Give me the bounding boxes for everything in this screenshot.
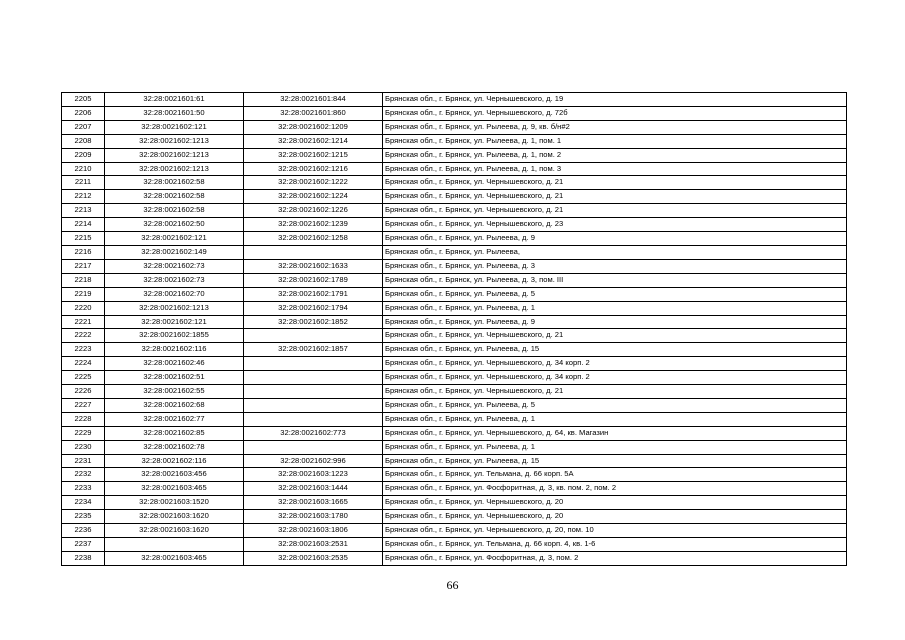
row-number-cell: 2218 <box>62 273 105 287</box>
land-plot-cadastral-number-cell: 32:28:0021602:116 <box>105 343 244 357</box>
land-plot-cadastral-number-cell: 32:28:0021602:55 <box>105 385 244 399</box>
row-number-cell: 2207 <box>62 120 105 134</box>
table-row <box>62 232 847 246</box>
address-cell: Брянская обл., г. Брянск, ул. Чернышевского, д. 21 <box>383 204 847 218</box>
table-row <box>62 259 847 273</box>
table-row <box>62 426 847 440</box>
land-plot-cadastral-number-cell: 32:28:0021602:85 <box>105 426 244 440</box>
address-cell: Брянская обл., г. Брянск, ул. Чернышевского, д. 19 <box>383 93 847 107</box>
row-number-cell: 2222 <box>62 329 105 343</box>
land-plot-cadastral-number-cell: 32:28:0021602:70 <box>105 287 244 301</box>
building-cadastral-number-cell: 32:28:0021602:1852 <box>244 315 383 329</box>
building-cadastral-number-cell <box>244 398 383 412</box>
table-row <box>62 134 847 148</box>
address-cell: Брянская обл., г. Брянск, ул. Чернышевского, д. 64, кв. Магазин <box>383 426 847 440</box>
address-cell: Брянская обл., г. Брянск, ул. Рылеева, д. 1, пом. 1 <box>383 134 847 148</box>
row-number-cell: 2211 <box>62 176 105 190</box>
table-row <box>62 482 847 496</box>
building-cadastral-number-cell: 32:28:0021603:1665 <box>244 496 383 510</box>
address-cell: Брянская обл., г. Брянск, ул. Рылеева, <box>383 245 847 259</box>
row-number-cell: 2231 <box>62 454 105 468</box>
row-number-cell: 2224 <box>62 357 105 371</box>
land-plot-cadastral-number-cell: 32:28:0021601:61 <box>105 93 244 107</box>
building-cadastral-number-cell: 32:28:0021601:860 <box>244 106 383 120</box>
land-plot-cadastral-number-cell: 32:28:0021602:116 <box>105 454 244 468</box>
building-cadastral-number-cell <box>244 371 383 385</box>
building-cadastral-number-cell: 32:28:0021602:1209 <box>244 120 383 134</box>
address-cell: Брянская обл., г. Брянск, ул. Рылеева, д. 1 <box>383 412 847 426</box>
building-cadastral-number-cell: 32:28:0021603:1806 <box>244 524 383 538</box>
row-number-cell: 2232 <box>62 468 105 482</box>
table-row <box>62 176 847 190</box>
land-plot-cadastral-number-cell: 32:28:0021602:58 <box>105 204 244 218</box>
address-cell: Брянская обл., г. Брянск, ул. Фосфоритная, д. 3, кв. пом. 2, пом. 2 <box>383 482 847 496</box>
table-row <box>62 412 847 426</box>
building-cadastral-number-cell: 32:28:0021602:1789 <box>244 273 383 287</box>
building-cadastral-number-cell <box>244 440 383 454</box>
land-plot-cadastral-number-cell <box>105 538 244 552</box>
table-row <box>62 371 847 385</box>
row-number-cell: 2236 <box>62 524 105 538</box>
land-plot-cadastral-number-cell: 32:28:0021603:1520 <box>105 496 244 510</box>
address-cell: Брянская обл., г. Брянск, ул. Чернышевского, д. 20 <box>383 496 847 510</box>
row-number-cell: 2216 <box>62 245 105 259</box>
row-number-cell: 2205 <box>62 93 105 107</box>
building-cadastral-number-cell: 32:28:0021602:1224 <box>244 190 383 204</box>
row-number-cell: 2238 <box>62 551 105 565</box>
table-row <box>62 496 847 510</box>
table-row <box>62 315 847 329</box>
address-cell: Брянская обл., г. Брянск, ул. Тельмана, д. 66 корп. 4, кв. 1-6 <box>383 538 847 552</box>
row-number-cell: 2213 <box>62 204 105 218</box>
building-cadastral-number-cell: 32:28:0021603:1444 <box>244 482 383 496</box>
land-plot-cadastral-number-cell: 32:28:0021602:73 <box>105 273 244 287</box>
land-plot-cadastral-number-cell: 32:28:0021602:149 <box>105 245 244 259</box>
address-cell: Брянская обл., г. Брянск, ул. Чернышевского, д. 72б <box>383 106 847 120</box>
land-plot-cadastral-number-cell: 32:28:0021602:73 <box>105 259 244 273</box>
table-row <box>62 398 847 412</box>
building-cadastral-number-cell: 32:28:0021602:1215 <box>244 148 383 162</box>
building-cadastral-number-cell <box>244 385 383 399</box>
address-cell: Брянская обл., г. Брянск, ул. Рылеева, д. 9 <box>383 315 847 329</box>
land-plot-cadastral-number-cell: 32:28:0021603:456 <box>105 468 244 482</box>
land-plot-cadastral-number-cell: 32:28:0021602:58 <box>105 176 244 190</box>
building-cadastral-number-cell <box>244 357 383 371</box>
building-cadastral-number-cell <box>244 329 383 343</box>
building-cadastral-number-cell: 32:28:0021602:1258 <box>244 232 383 246</box>
table-row <box>62 454 847 468</box>
row-number-cell: 2208 <box>62 134 105 148</box>
row-number-cell: 2206 <box>62 106 105 120</box>
table-row <box>62 106 847 120</box>
address-cell: Брянская обл., г. Брянск, ул. Фосфоритная, д. 3, пом. 2 <box>383 551 847 565</box>
address-cell: Брянская обл., г. Брянск, ул. Чернышевского, д. 20 <box>383 510 847 524</box>
building-cadastral-number-cell: 32:28:0021602:1239 <box>244 218 383 232</box>
table-row <box>62 343 847 357</box>
land-plot-cadastral-number-cell: 32:28:0021603:1620 <box>105 524 244 538</box>
address-cell: Брянская обл., г. Брянск, ул. Рылеева, д. 5 <box>383 398 847 412</box>
row-number-cell: 2223 <box>62 343 105 357</box>
land-plot-cadastral-number-cell: 32:28:0021602:51 <box>105 371 244 385</box>
table-row <box>62 440 847 454</box>
table-row <box>62 273 847 287</box>
row-number-cell: 2215 <box>62 232 105 246</box>
row-number-cell: 2229 <box>62 426 105 440</box>
land-plot-cadastral-number-cell: 32:28:0021602:1213 <box>105 162 244 176</box>
row-number-cell: 2230 <box>62 440 105 454</box>
address-cell: Брянская обл., г. Брянск, ул. Рылеева, д. 9 <box>383 232 847 246</box>
row-number-cell: 2235 <box>62 510 105 524</box>
address-cell: Брянская обл., г. Брянск, ул. Чернышевского, д. 21 <box>383 329 847 343</box>
row-number-cell: 2228 <box>62 412 105 426</box>
building-cadastral-number-cell: 32:28:0021602:1794 <box>244 301 383 315</box>
address-cell: Брянская обл., г. Брянск, ул. Чернышевского, д. 20, пом. 10 <box>383 524 847 538</box>
row-number-cell: 2219 <box>62 287 105 301</box>
building-cadastral-number-cell: 32:28:0021603:2535 <box>244 551 383 565</box>
building-cadastral-number-cell <box>244 412 383 426</box>
address-cell: Брянская обл., г. Брянск, ул. Чернышевского, д. 34 корп. 2 <box>383 371 847 385</box>
table-row <box>62 93 847 107</box>
building-cadastral-number-cell: 32:28:0021602:1214 <box>244 134 383 148</box>
building-cadastral-number-cell <box>244 245 383 259</box>
address-cell: Брянская обл., г. Брянск, ул. Рылеева, д. 1, пом. 3 <box>383 162 847 176</box>
building-cadastral-number-cell: 32:28:0021602:1633 <box>244 259 383 273</box>
address-cell: Брянская обл., г. Брянск, ул. Чернышевского, д. 34 корп. 2 <box>383 357 847 371</box>
land-plot-cadastral-number-cell: 32:28:0021602:121 <box>105 232 244 246</box>
building-cadastral-number-cell: 32:28:0021603:2531 <box>244 538 383 552</box>
land-plot-cadastral-number-cell: 32:28:0021602:68 <box>105 398 244 412</box>
table-row <box>62 190 847 204</box>
table-row <box>62 551 847 565</box>
row-number-cell: 2227 <box>62 398 105 412</box>
land-plot-cadastral-number-cell: 32:28:0021602:121 <box>105 315 244 329</box>
land-plot-cadastral-number-cell: 32:28:0021602:1855 <box>105 329 244 343</box>
address-cell: Брянская обл., г. Брянск, ул. Рылеева, д. 1 <box>383 301 847 315</box>
land-plot-cadastral-number-cell: 32:28:0021602:1213 <box>105 134 244 148</box>
row-number-cell: 2221 <box>62 315 105 329</box>
address-cell: Брянская обл., г. Брянск, ул. Чернышевского, д. 21 <box>383 385 847 399</box>
building-cadastral-number-cell: 32:28:0021603:1780 <box>244 510 383 524</box>
table-row <box>62 468 847 482</box>
building-cadastral-number-cell: 32:28:0021602:1216 <box>244 162 383 176</box>
page-number: 66 <box>446 578 459 592</box>
table-row <box>62 524 847 538</box>
row-number-cell: 2209 <box>62 148 105 162</box>
address-cell: Брянская обл., г. Брянск, ул. Чернышевского, д. 21 <box>383 176 847 190</box>
land-plot-cadastral-number-cell: 32:28:0021601:50 <box>105 106 244 120</box>
building-cadastral-number-cell: 32:28:0021602:1226 <box>244 204 383 218</box>
address-cell: Брянская обл., г. Брянск, ул. Рылеева, д. 1 <box>383 440 847 454</box>
address-cell: Брянская обл., г. Брянск, ул. Рылеева, д. 1, пом. 2 <box>383 148 847 162</box>
row-number-cell: 2233 <box>62 482 105 496</box>
building-cadastral-number-cell: 32:28:0021602:1857 <box>244 343 383 357</box>
table-row <box>62 287 847 301</box>
table-row <box>62 385 847 399</box>
table-row <box>62 510 847 524</box>
address-cell: Брянская обл., г. Брянск, ул. Чернышевского, д. 21 <box>383 190 847 204</box>
address-cell: Брянская обл., г. Брянск, ул. Тельмана, д. 66 корп. 5А <box>383 468 847 482</box>
building-cadastral-number-cell: 32:28:0021601:844 <box>244 93 383 107</box>
table-row <box>62 329 847 343</box>
address-cell: Брянская обл., г. Брянск, ул. Рылеева, д. 9, кв. б/н#2 <box>383 120 847 134</box>
building-cadastral-number-cell: 32:28:0021602:996 <box>244 454 383 468</box>
row-number-cell: 2217 <box>62 259 105 273</box>
property-registry-table <box>61 92 847 566</box>
land-plot-cadastral-number-cell: 32:28:0021603:465 <box>105 482 244 496</box>
address-cell: Брянская обл., г. Брянск, ул. Рылеева, д. 3, пом. III <box>383 273 847 287</box>
land-plot-cadastral-number-cell: 32:28:0021602:58 <box>105 190 244 204</box>
building-cadastral-number-cell: 32:28:0021602:1791 <box>244 287 383 301</box>
table-row <box>62 301 847 315</box>
row-number-cell: 2237 <box>62 538 105 552</box>
building-cadastral-number-cell: 32:28:0021602:1222 <box>244 176 383 190</box>
land-plot-cadastral-number-cell: 32:28:0021603:465 <box>105 551 244 565</box>
table-row <box>62 218 847 232</box>
row-number-cell: 2214 <box>62 218 105 232</box>
building-cadastral-number-cell: 32:28:0021603:1223 <box>244 468 383 482</box>
table-row <box>62 120 847 134</box>
building-cadastral-number-cell: 32:28:0021602:773 <box>244 426 383 440</box>
land-plot-cadastral-number-cell: 32:28:0021603:1620 <box>105 510 244 524</box>
table-row <box>62 538 847 552</box>
address-cell: Брянская обл., г. Брянск, ул. Рылеева, д. 15 <box>383 343 847 357</box>
row-number-cell: 2212 <box>62 190 105 204</box>
row-number-cell: 2210 <box>62 162 105 176</box>
address-cell: Брянская обл., г. Брянск, ул. Рылеева, д. 3 <box>383 259 847 273</box>
table-row <box>62 204 847 218</box>
table-body <box>62 93 847 566</box>
table-row <box>62 148 847 162</box>
address-cell: Брянская обл., г. Брянск, ул. Рылеева, д. 15 <box>383 454 847 468</box>
address-cell: Брянская обл., г. Брянск, ул. Чернышевского, д. 23 <box>383 218 847 232</box>
land-plot-cadastral-number-cell: 32:28:0021602:121 <box>105 120 244 134</box>
row-number-cell: 2234 <box>62 496 105 510</box>
land-plot-cadastral-number-cell: 32:28:0021602:78 <box>105 440 244 454</box>
land-plot-cadastral-number-cell: 32:28:0021602:1213 <box>105 148 244 162</box>
land-plot-cadastral-number-cell: 32:28:0021602:77 <box>105 412 244 426</box>
land-plot-cadastral-number-cell: 32:28:0021602:46 <box>105 357 244 371</box>
land-plot-cadastral-number-cell: 32:28:0021602:1213 <box>105 301 244 315</box>
row-number-cell: 2225 <box>62 371 105 385</box>
row-number-cell: 2226 <box>62 385 105 399</box>
land-plot-cadastral-number-cell: 32:28:0021602:50 <box>105 218 244 232</box>
row-number-cell: 2220 <box>62 301 105 315</box>
table-row <box>62 245 847 259</box>
address-cell: Брянская обл., г. Брянск, ул. Рылеева, д. 5 <box>383 287 847 301</box>
table-row <box>62 357 847 371</box>
table-row <box>62 162 847 176</box>
